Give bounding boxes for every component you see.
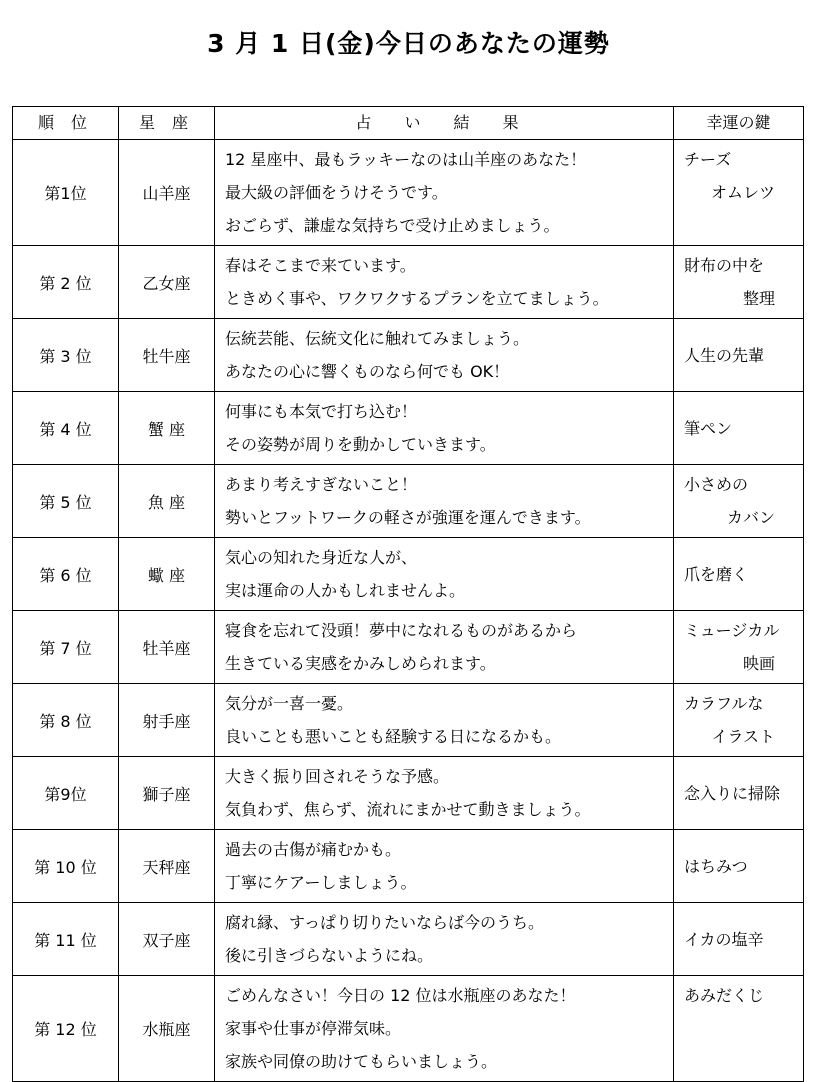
table-row — [13, 976, 804, 1082]
rank-cell: 第 4 位 — [13, 392, 119, 465]
fortune-line: ときめく事や、ワクワクするプランを立てましょう。 — [225, 289, 609, 308]
rank-cell: 第1位 — [13, 140, 119, 246]
zodiac-sign-cell: 獅子座 — [119, 757, 215, 830]
fortune-result-cell — [215, 611, 674, 684]
zodiac-sign-cell: 射手座 — [119, 684, 215, 757]
lucky-key-text: イカの塩辛 — [684, 929, 764, 949]
lucky-key-text: はちみつ — [684, 856, 748, 876]
lucky-key-cell — [674, 903, 804, 976]
zodiac-sign-cell: 蠍 座 — [119, 538, 215, 611]
lucky-key-cell — [674, 465, 804, 538]
fortune-line: あまり考えすぎないこと！ — [225, 475, 418, 494]
lucky-key-text: カバン — [726, 508, 775, 527]
lucky-key-cell — [674, 684, 804, 757]
zodiac-sign-cell: 牡牛座 — [119, 319, 215, 392]
table-row — [13, 538, 804, 611]
header-rank: 順 位 — [13, 107, 119, 140]
fortune-result-cell — [215, 976, 674, 1082]
table-body — [13, 140, 804, 1082]
header-lucky-key: 幸運の鍵 — [674, 107, 804, 140]
lucky-key-text: 整理 — [742, 289, 775, 308]
lucky-key-text: 筆ペン — [684, 418, 733, 438]
fortune-line: 過去の古傷が痛むかも。 — [225, 840, 402, 859]
fortune-line: 12 星座中、最もラッキーなのは山羊座のあなた！ — [225, 150, 587, 169]
header-result: 占 い 結 果 — [215, 107, 674, 140]
lucky-key-cell — [674, 319, 804, 392]
fortune-line: 家事や仕事が停滞気味。 — [225, 1019, 402, 1038]
horoscope-table — [12, 106, 804, 1082]
zodiac-sign-cell: 牡羊座 — [119, 611, 215, 684]
rank-cell: 第 3 位 — [13, 319, 119, 392]
rank-cell: 第 10 位 — [13, 830, 119, 903]
fortune-result-cell — [215, 538, 674, 611]
fortune-result-cell — [215, 246, 674, 319]
fortune-line: 春はそこまで来ています。 — [225, 256, 416, 275]
rank-cell: 第 12 位 — [13, 976, 119, 1082]
table-row — [13, 246, 804, 319]
table-row — [13, 319, 804, 392]
lucky-key-text: 爪を磨く — [684, 564, 749, 584]
zodiac-sign-cell: 山羊座 — [119, 140, 215, 246]
rank-cell: 第 2 位 — [13, 246, 119, 319]
rank-cell: 第 11 位 — [13, 903, 119, 976]
table-row — [13, 140, 804, 246]
fortune-line: 勢いとフットワークの軽さが強運を運んできます。 — [225, 508, 591, 527]
table-row — [13, 903, 804, 976]
rank-cell: 第 7 位 — [13, 611, 119, 684]
lucky-key-text: 財布の中を — [684, 256, 765, 275]
table-row — [13, 757, 804, 830]
fortune-line: おごらず、謙虚な気持ちで受け止めましょう。 — [225, 216, 560, 235]
fortune-result-cell — [215, 757, 674, 830]
lucky-key-text: 映画 — [742, 654, 775, 673]
lucky-key-text: 人生の先輩 — [684, 345, 765, 365]
fortune-line: 気分が一喜一憂。 — [225, 694, 354, 713]
table-row — [13, 611, 804, 684]
lucky-key-text: 念入りに掃除 — [684, 783, 781, 803]
lucky-key-text: ミュージカル — [684, 621, 780, 640]
lucky-key-text: カラフルな — [684, 694, 764, 713]
lucky-key-cell — [674, 246, 804, 319]
lucky-key-cell — [674, 392, 804, 465]
table-row — [13, 392, 804, 465]
zodiac-sign-cell: 水瓶座 — [119, 976, 215, 1082]
zodiac-sign-cell: 魚 座 — [119, 465, 215, 538]
fortune-result-cell — [215, 830, 674, 903]
table-row — [13, 684, 804, 757]
fortune-line: 良いことも悪いことも経験する日になるかも。 — [225, 727, 562, 746]
fortune-line: その姿勢が周りを動かしていきます。 — [225, 435, 496, 454]
zodiac-sign-cell: 天秤座 — [119, 830, 215, 903]
lucky-key-cell — [674, 757, 804, 830]
fortune-line: 大きく振り回されそうな予感。 — [225, 767, 450, 786]
fortune-line: 丁寧にケアーしましょう。 — [225, 873, 417, 892]
fortune-result-cell — [215, 319, 674, 392]
lucky-key-cell — [674, 976, 804, 1082]
zodiac-sign-cell: 蟹 座 — [119, 392, 215, 465]
fortune-result-cell — [215, 392, 674, 465]
lucky-key-cell — [674, 830, 804, 903]
fortune-line: 伝統芸能、伝統文化に触れてみましょう。 — [225, 329, 530, 348]
fortune-line: 気心の知れた身近な人が、 — [225, 548, 418, 567]
fortune-line: 気負わず、焦らず、流れにまかせて動きましょう。 — [225, 800, 591, 819]
fortune-result-cell — [215, 903, 674, 976]
fortune-line: 寝食を忘れて没頭！夢中になれるものがあるから — [225, 621, 578, 640]
fortune-line: 実は運命の人かもしれませんよ。 — [225, 581, 466, 600]
fortune-result-cell — [215, 140, 674, 246]
lucky-key-text: 小さめの — [684, 475, 749, 494]
table-header-row — [13, 107, 804, 140]
zodiac-sign-cell: 双子座 — [119, 903, 215, 976]
fortune-result-cell — [215, 684, 674, 757]
table-row — [13, 830, 804, 903]
fortune-line: 最大級の評価をうけそうです。 — [225, 183, 448, 202]
lucky-key-text: イラスト — [711, 727, 775, 746]
lucky-key-text: あみだくじ — [684, 986, 765, 1005]
lucky-key-text: チーズ — [684, 150, 732, 169]
fortune-line: 後に引きづらないようにね。 — [225, 946, 434, 965]
lucky-key-cell — [674, 140, 804, 246]
fortune-line: あなたの心に響くものなら何でも OK！ — [225, 362, 510, 381]
fortune-line: ごめんなさい！今日の 12 位は水瓶座のあなた！ — [225, 986, 576, 1005]
rank-cell: 第 8 位 — [13, 684, 119, 757]
rank-cell: 第9位 — [13, 757, 119, 830]
fortune-line: 腐れ縁、すっぱり切りたいならば今のうち。 — [225, 913, 545, 932]
fortune-line: 生きている実感をかみしめられます。 — [225, 654, 496, 673]
fortune-result-cell — [215, 465, 674, 538]
fortune-line: 何事にも本気で打ち込む！ — [225, 402, 418, 421]
lucky-key-text: オムレツ — [710, 183, 775, 202]
page-title: 3 月 1 日(金)今日のあなたの運勢 — [207, 29, 610, 58]
rank-cell: 第 5 位 — [13, 465, 119, 538]
header-sign: 星 座 — [119, 107, 215, 140]
table-row — [13, 465, 804, 538]
lucky-key-cell — [674, 538, 804, 611]
zodiac-sign-cell: 乙女座 — [119, 246, 215, 319]
fortune-line: 家族や同僚の助けてもらいましょう。 — [225, 1052, 498, 1071]
rank-cell: 第 6 位 — [13, 538, 119, 611]
lucky-key-cell — [674, 611, 804, 684]
